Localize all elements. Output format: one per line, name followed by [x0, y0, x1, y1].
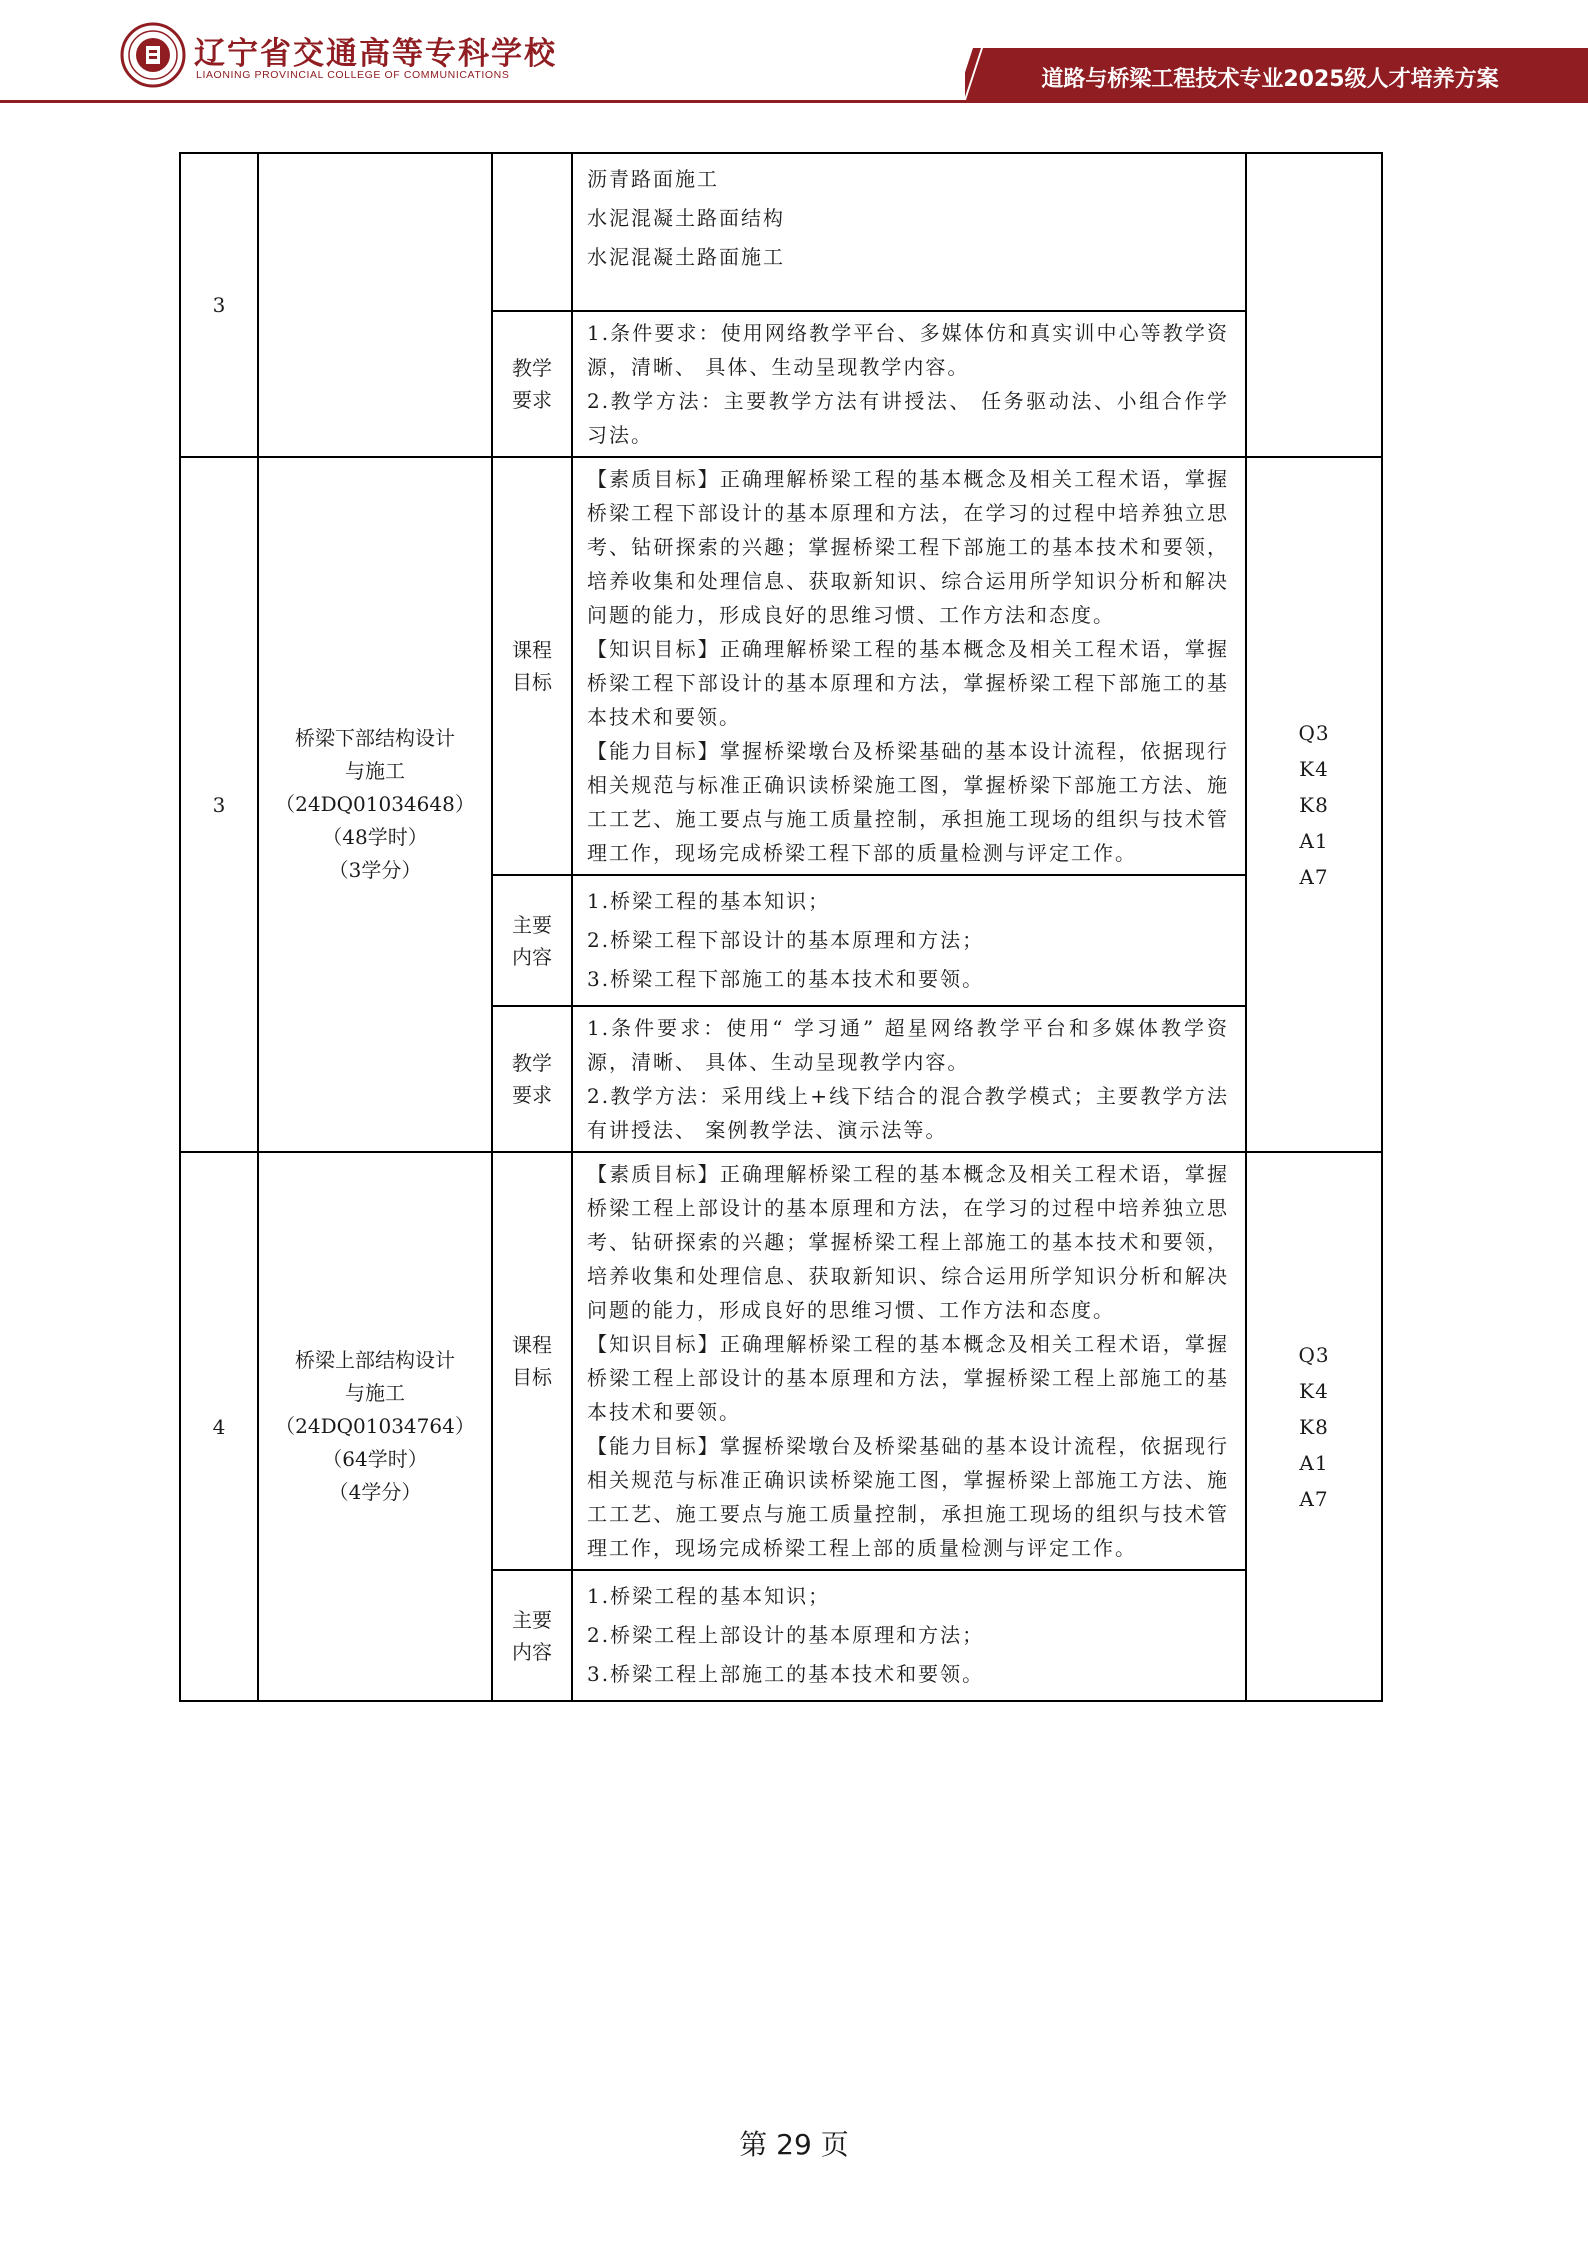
attr-label-goal: 课程 目标 [492, 457, 572, 875]
codes-cell [1246, 457, 1382, 1152]
content-line: 1.桥梁工程的基本知识； [587, 889, 831, 913]
code-label: K4 [1299, 1378, 1329, 1403]
attr-label-teaching: 教学 要求 [492, 1006, 572, 1152]
goal-paragraph: 【知识目标】正确理解桥梁工程的基本概念及相关工程术语，掌握桥梁工程上部设计的基本原理和方法，掌握桥梁工程上部施工的基本技术和要领。 [587, 1332, 1229, 1424]
content-cell [572, 1570, 1246, 1701]
school-logo-icon [120, 22, 186, 88]
code-label: A7 [1299, 864, 1329, 889]
teaching-cell [572, 311, 1246, 457]
teaching-line: 2.教学方法：主要教学方法有讲授法、 任务驱动法、小组合作学习法。 [587, 389, 1229, 447]
codes-cell [1246, 1152, 1382, 1701]
code-label: K8 [1299, 1414, 1329, 1439]
table-row [180, 1152, 1382, 1570]
attr-label-goal: 课程 目标 [492, 1152, 572, 1570]
attr-label-content: 主要 内容 [492, 1570, 572, 1701]
goal-cell [572, 457, 1246, 875]
document-title: 道路与桥梁工程技术专业2025级人才培养方案 [1041, 67, 1499, 92]
goal-cell [572, 1152, 1246, 1570]
content-line: 2.桥梁工程下部设计的基本原理和方法； [587, 928, 985, 952]
row-number: 3 [180, 153, 258, 457]
content-line: 2.桥梁工程上部设计的基本原理和方法； [587, 1623, 985, 1647]
attr-label-content: 主要 内容 [492, 875, 572, 1006]
content-cell [572, 875, 1246, 1006]
row-number: 4 [180, 1152, 258, 1701]
content-line: 1.桥梁工程的基本知识； [587, 1584, 831, 1608]
code-label: Q3 [1298, 720, 1330, 745]
content-line: 3.桥梁工程上部施工的基本技术和要领。 [587, 1662, 985, 1686]
attr-cell [492, 153, 572, 311]
page-number: 第 29 页 [739, 2128, 849, 2161]
goal-paragraph: 【知识目标】正确理解桥梁工程的基本概念及相关工程术语，掌握桥梁工程下部设计的基本原理和方法，掌握桥梁工程下部施工的基本技术和要领。 [587, 637, 1229, 729]
goal-paragraph: 【素质目标】正确理解桥梁工程的基本概念及相关工程术语，掌握桥梁工程下部设计的基本原理和方法，在学习的过程中培养独立思考、钻研探索的兴趣；掌握桥梁工程下部施工的基本技术和要领，培养收集和处理信息、获取新知识、综合运用所学知识分析和解决问题的能力，形成良好的思维习惯、工作方法和态度。 [587, 467, 1229, 627]
code-label: A1 [1299, 828, 1329, 853]
school-name-cn: 辽宁省交通高等专科学校 [194, 36, 557, 72]
goal-paragraph: 【能力目标】掌握桥梁墩台及桥梁基础的基本设计流程，依据现行相关规范与标准正确识读桥梁施工图，掌握桥梁上部施工方法、施工工艺、施工要点与施工质量控制，承担施工现场的组织与技术管理工作，现场完成桥梁工程上部的质量检测与评定工作。 [587, 1434, 1229, 1560]
teaching-line: 2.教学方法：采用线上+线下结合的混合教学模式；主要教学方法有讲授法、 案例教学法、演示法等。 [587, 1084, 1229, 1142]
goal-paragraph: 【能力目标】掌握桥梁墩台及桥梁基础的基本设计流程，依据现行相关规范与标准正确识读桥梁施工图，掌握桥梁下部施工方法、施工工艺、施工要点与施工质量控制，承担施工现场的组织与技术管理工作，现场完成桥梁工程下部的质量检测与评定工作。 [587, 739, 1229, 865]
content-line: 3.桥梁工程下部施工的基本技术和要领。 [587, 967, 985, 991]
course-name-cell: 桥梁下部结构设计 与施工 （24DQ01034648） （48学时） （3学分） [258, 457, 492, 1152]
teaching-line: 1.条件要求：使用“ 学习通” 超星网络教学平台和多媒体教学资源，清晰、 具体、生动呈现教学内容。 [587, 1016, 1229, 1074]
row-number: 3 [180, 457, 258, 1152]
teaching-line: 1.条件要求：使用网络教学平台、多媒体仿和真实训中心等教学资源，清晰、 具体、生动呈现教学内容。 [587, 321, 1229, 379]
content-line: 水泥混凝土路面施工 [587, 245, 785, 269]
goal-paragraph: 【素质目标】正确理解桥梁工程的基本概念及相关工程术语，掌握桥梁工程上部设计的基本原理和方法，在学习的过程中培养独立思考、钻研探索的兴趣；掌握桥梁工程上部施工的基本技术和要领，培养收集和处理信息、获取新知识、综合运用所学知识分析和解决问题的能力，形成良好的思维习惯、工作方法和态度。 [587, 1162, 1229, 1322]
content-line: 沥青路面施工 [587, 167, 719, 191]
code-label: K8 [1299, 792, 1329, 817]
code-label: Q3 [1298, 1342, 1330, 1367]
content-line: 水泥混凝土路面结构 [587, 206, 785, 230]
codes-cell [1246, 153, 1382, 457]
code-label: K4 [1299, 756, 1329, 781]
course-name-cell: 桥梁上部结构设计 与施工 （24DQ01034764） （64学时） （4学分） [258, 1152, 492, 1701]
school-name-en: LIAONING PROVINCIAL COLLEGE OF COMMUNICATIONS [196, 69, 510, 81]
course-table [179, 152, 1383, 1702]
code-label: A1 [1299, 1450, 1329, 1475]
content-cell [572, 153, 1246, 311]
teaching-cell [572, 1006, 1246, 1152]
header-rule [0, 100, 1588, 103]
attr-label-teaching: 教学 要求 [492, 311, 572, 457]
table-row [180, 153, 1382, 311]
table-row [180, 457, 1382, 875]
code-label: A7 [1299, 1486, 1329, 1511]
course-name-cell [258, 153, 492, 457]
